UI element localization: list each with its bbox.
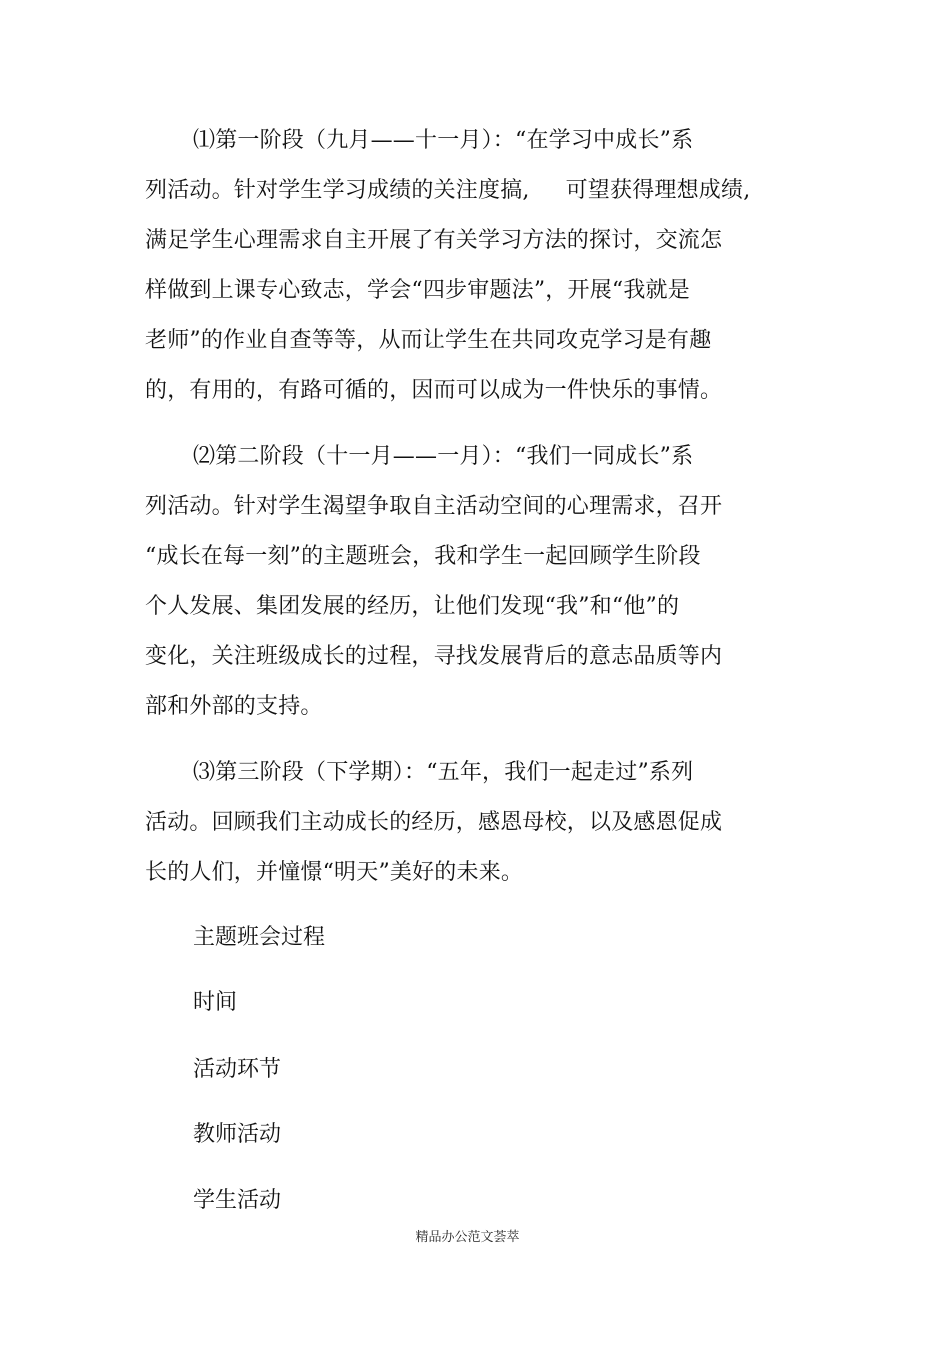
paragraph-line: ⑶第三阶段（下学期）：“五年，我们一起走过”系列: [193, 760, 694, 785]
paragraph-line: 部和外部的支持。: [145, 694, 323, 719]
paragraph-line-head: 列活动。针对学生学习成绩的关注度搞,: [145, 178, 530, 203]
paragraph-line: [145, 166, 785, 216]
paragraph-line: 样做到上课专心致志，学会“四步审题法”，开展“我就是: [145, 278, 690, 303]
page-footer: 精品办公范文荟萃: [415, 1230, 520, 1245]
paragraph-line: ⑵第二阶段（十一月——一月）：“我们一同成长”系: [193, 444, 694, 469]
paragraph-line: 长的人们，并憧憬“明天”美好的未来。: [145, 860, 524, 885]
paragraph-line: 个人发展、集团发展的经历，让他们发现“我”和“他”的: [145, 594, 680, 619]
paragraph-line: 变化，关注班级成长的过程，寻找发展背后的意志品质等内: [145, 644, 723, 669]
paragraph-line: “成长在每一刻”的主题班会，我和学生一起回顾学生阶段: [145, 544, 701, 569]
heading-student-activity: 学生活动: [193, 1188, 282, 1213]
heading-teacher-activity: 教师活动: [193, 1122, 282, 1147]
paragraph-line: 列活动。针对学生渴望争取自主活动空间的心理需求，召开: [145, 494, 723, 519]
paragraph-line: 活动。回顾我们主动成长的经历，感恩母校，以及感恩促成: [145, 810, 723, 835]
heading-activity-step: 活动环节: [193, 1057, 282, 1082]
paragraph-line: 满足学生心理需求自主开展了有关学习方法的探讨，交流怎: [145, 228, 723, 253]
paragraph-stage-three: [145, 748, 785, 898]
paragraph-stage-two: [145, 432, 785, 732]
paragraph-line-tail: 可望获得理想成绩,: [565, 178, 751, 203]
heading-time: 时间: [193, 990, 238, 1015]
heading-class-meeting-process: 主题班会过程: [193, 925, 326, 950]
paragraph-line: ⑴第一阶段（九月——十一月）：“在学习中成长”系: [193, 128, 694, 153]
paragraph-line: 的，有用的，有路可循的，因而可以成为一件快乐的事情。: [145, 378, 723, 403]
paragraph-stage-one: [145, 116, 785, 416]
paragraph-line: 老师”的作业自查等等，从而让学生在共同攻克学习是有趣: [145, 328, 712, 353]
